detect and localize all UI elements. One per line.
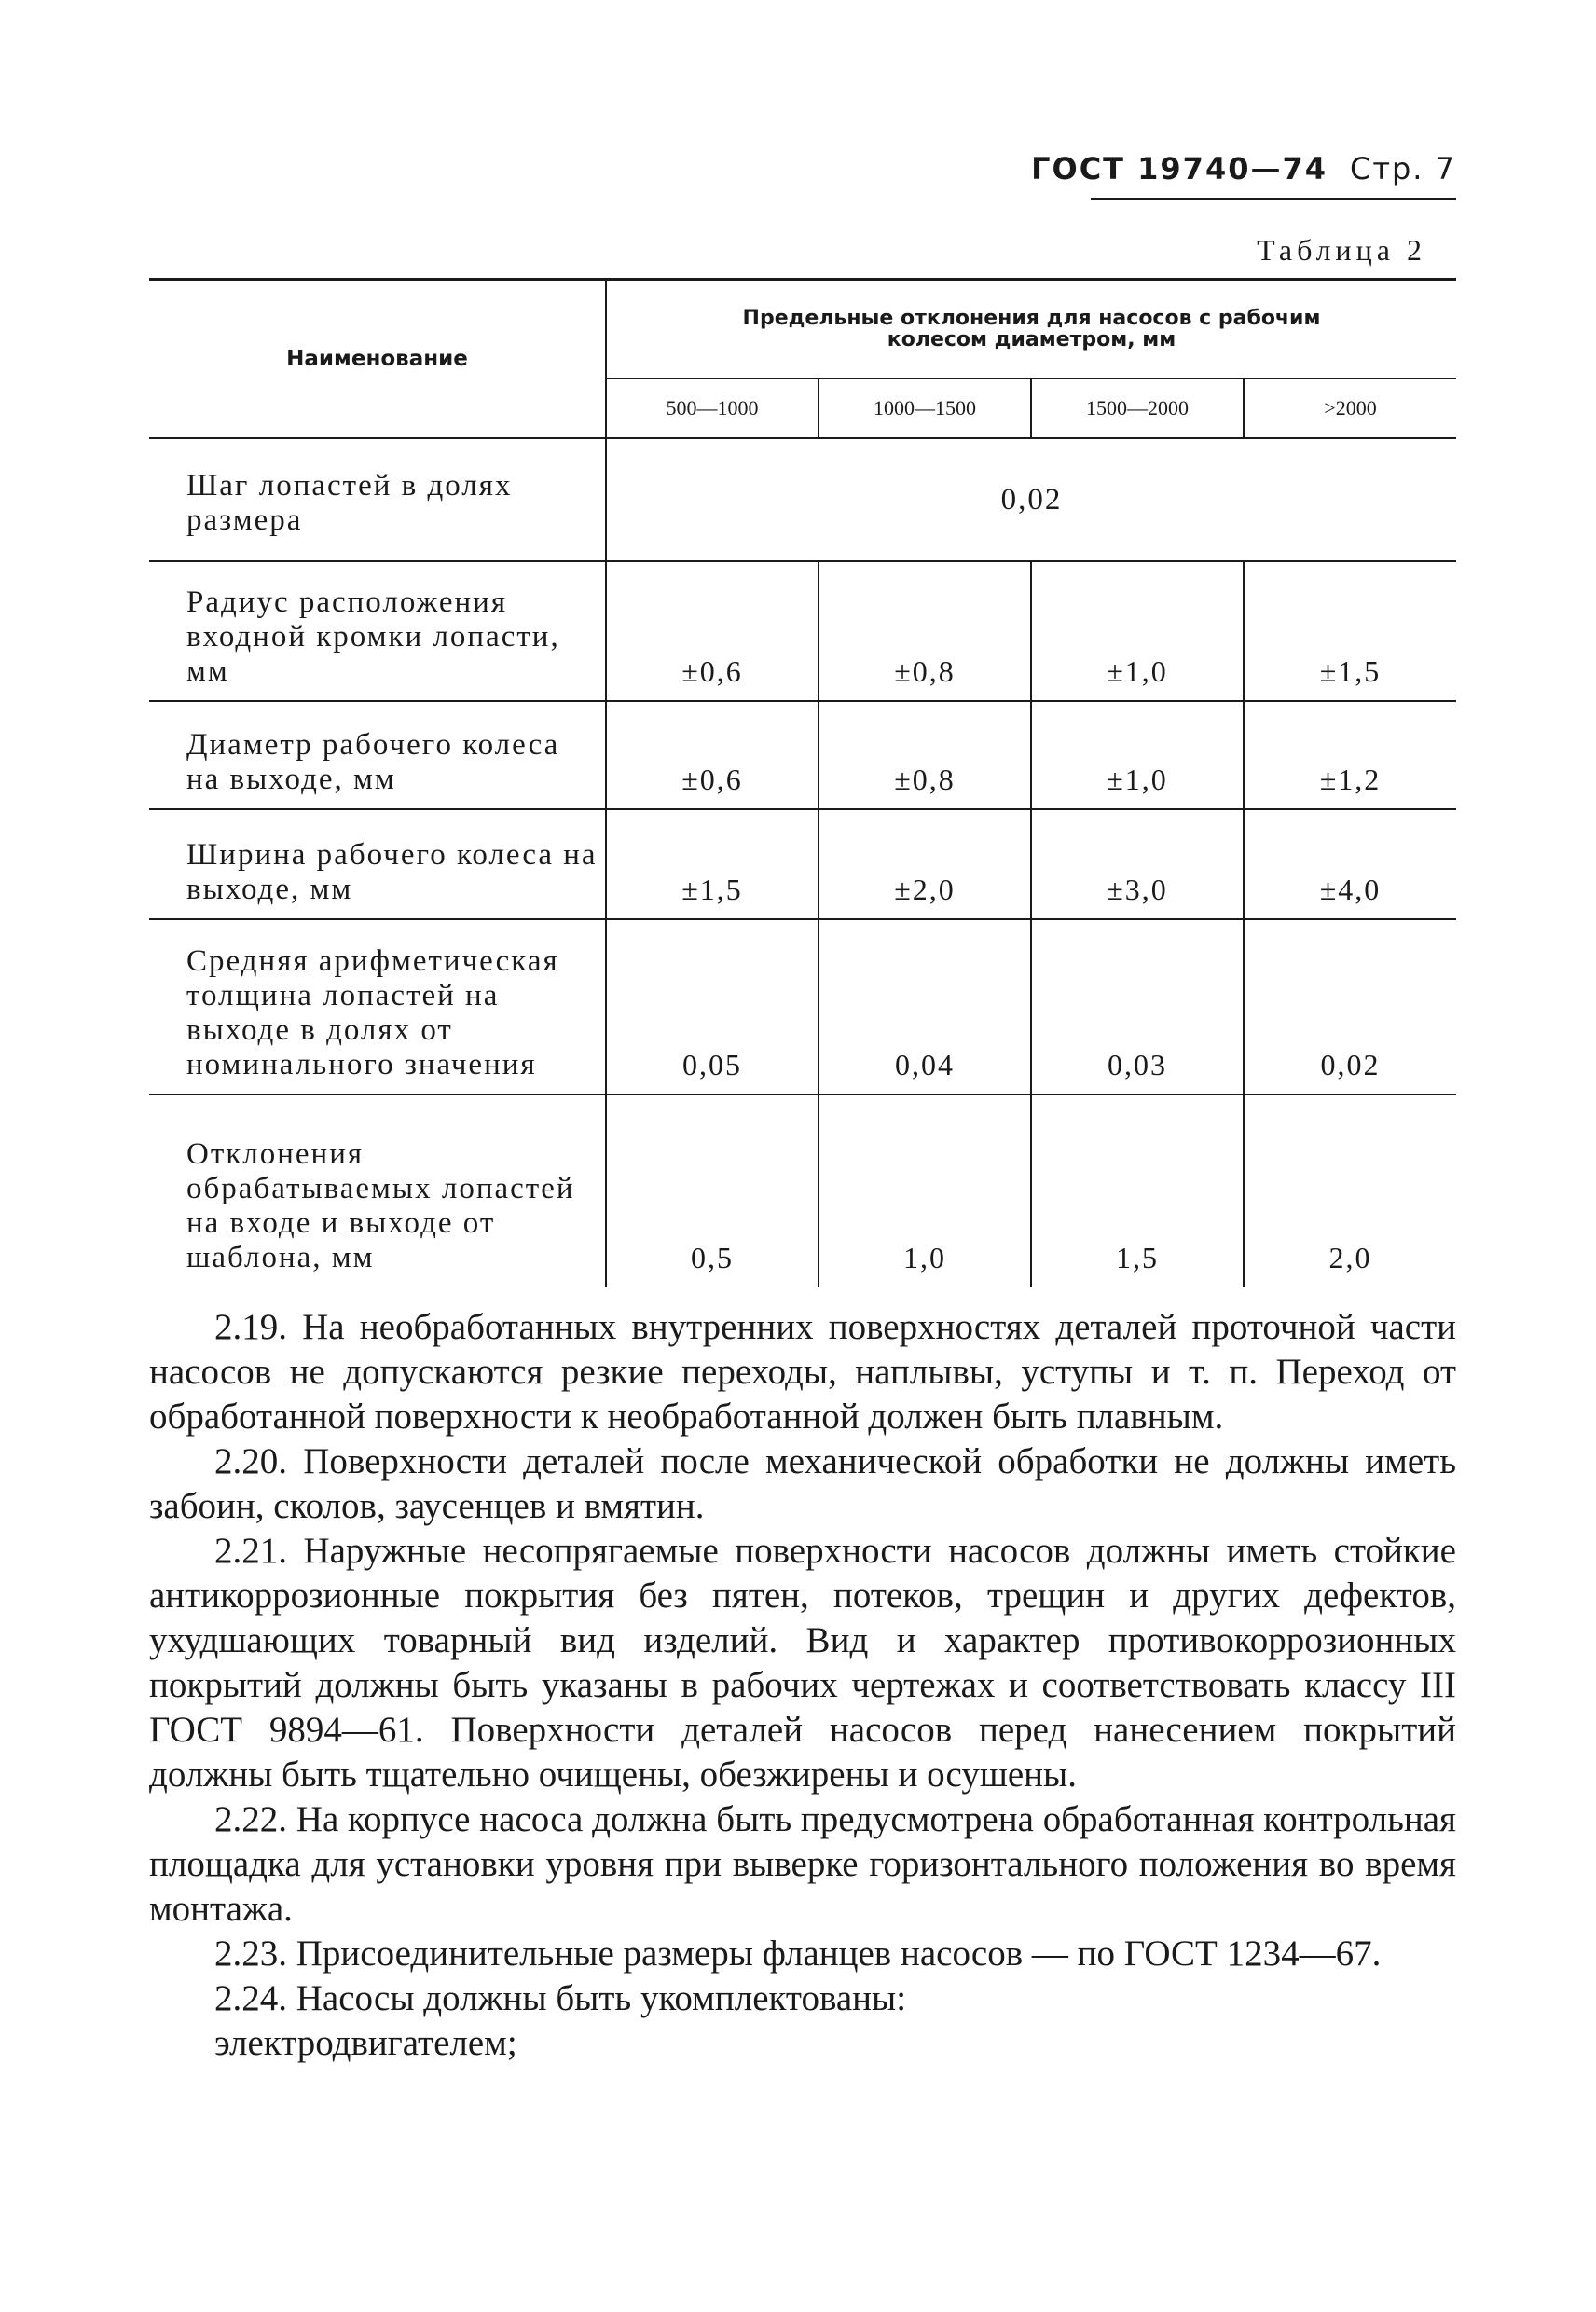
table-caption: Таблица 2	[1257, 233, 1426, 267]
row-name: Радиус расположения входной кромки лопасти, мм	[149, 561, 606, 701]
cell-value: 0,02	[1244, 919, 1456, 1094]
cell-value: 1,0	[819, 1094, 1031, 1287]
cell-value: ±3,0	[1031, 809, 1244, 919]
cell-value: ±0,8	[819, 701, 1031, 809]
cell-value: ±1,5	[1244, 561, 1456, 701]
cell-value: ±1,5	[606, 809, 819, 919]
paragraph: 2.20. Поверхности деталей после механической обработки не должны иметь забоин, сколов, заусенцев и вмятин.	[149, 1441, 1456, 1526]
cell-value: ±0,6	[606, 701, 819, 809]
doc-code: ГОСТ 19740—74	[1031, 151, 1328, 186]
cell-value: 0,03	[1031, 919, 1244, 1094]
column-header: 1000—1500	[819, 378, 1031, 438]
cell-value: 2,0	[1328, 1241, 1372, 1274]
column-header: 1500—2000	[1031, 378, 1244, 438]
paragraph: электродвигателем;	[214, 2023, 517, 2063]
paragraph: 2.24. Насосы должны быть укомплектованы:	[214, 1978, 907, 2018]
column-header: >2000	[1244, 378, 1456, 438]
table-row	[149, 438, 1456, 561]
cell-value: 0,05	[606, 919, 819, 1094]
cell-value: ±1,0	[1031, 561, 1244, 701]
paragraph: 2.19. На необработанных внутренних поверхностях деталей проточной части насосов не допускаются резкие переходы, наплывы, уступы и т. п. Переход от обработанной поверхности к необработанной должен быть плавным.	[149, 1307, 1456, 1437]
table-row	[149, 809, 1456, 919]
cell-value: ±2,0	[819, 809, 1031, 919]
cell-value: ±0,6	[606, 561, 819, 701]
row-name: Ширина рабочего колеса на выходе, мм	[149, 809, 606, 919]
table-row	[149, 561, 1456, 701]
page-number: Стр. 7	[1350, 151, 1456, 186]
cell-value: 1,5	[1031, 1094, 1244, 1287]
cell-value: ±1,0	[1031, 701, 1244, 809]
group-column-header: Предельные отклонения для насосов с рабочим колесом диаметром, мм	[606, 280, 1456, 379]
table-row	[149, 701, 1456, 809]
merged-value: 0,02	[606, 438, 1456, 561]
cell-value: 0,04	[819, 919, 1031, 1094]
row-name: Шаг лопастей в долях размера	[149, 438, 606, 561]
cell-value: ±0,8	[819, 561, 1031, 701]
deviation-table	[149, 278, 1456, 1287]
paragraph: 2.22. На корпусе насоса должна быть предусмотрена обработанная контрольная площадка для установки уровня при выверке горизонтального положения во время монтажа.	[149, 1799, 1456, 1929]
table-row	[149, 1094, 1456, 1287]
cell-value: ±4,0	[1244, 809, 1456, 919]
row-name: Диаметр рабочего колеса на выходе, мм	[149, 701, 606, 809]
table-row	[149, 919, 1456, 1094]
body-text	[149, 1305, 1456, 2066]
row-name: Отклонения обрабатываемых лопастей на входе и выходе от шаблона, мм	[149, 1094, 606, 1287]
cell-value: 0,5	[606, 1094, 819, 1287]
header-rule	[1091, 198, 1456, 200]
paragraph: 2.21. Наружные несопрягаемые поверхности насосов должны иметь стойкие антикоррозионные покрытия без пятен, потеков, трещин и других дефектов, ухудшающих товарный вид изделий. Вид и характер противокоррозионных покрытий должны быть указаны в рабочих чертежах и соответствовать классу III ГОСТ 9894—61. Поверхности деталей насосов перед нанесением покрытий должны быть тщательно очищены, обезжирены и осушены.	[149, 1531, 1456, 1795]
column-header: 500—1000	[606, 378, 819, 438]
paragraph: 2.23. Присоединительные размеры фланцев насосов — по ГОСТ 1234—67.	[214, 1934, 1382, 1974]
name-column-header: Наименование	[149, 280, 606, 439]
cell-value: ±1,2	[1244, 701, 1456, 809]
row-name: Средняя арифметическая толщина лопастей на выходе в долях от номинального значения	[149, 919, 606, 1094]
page-header	[1031, 151, 1456, 186]
